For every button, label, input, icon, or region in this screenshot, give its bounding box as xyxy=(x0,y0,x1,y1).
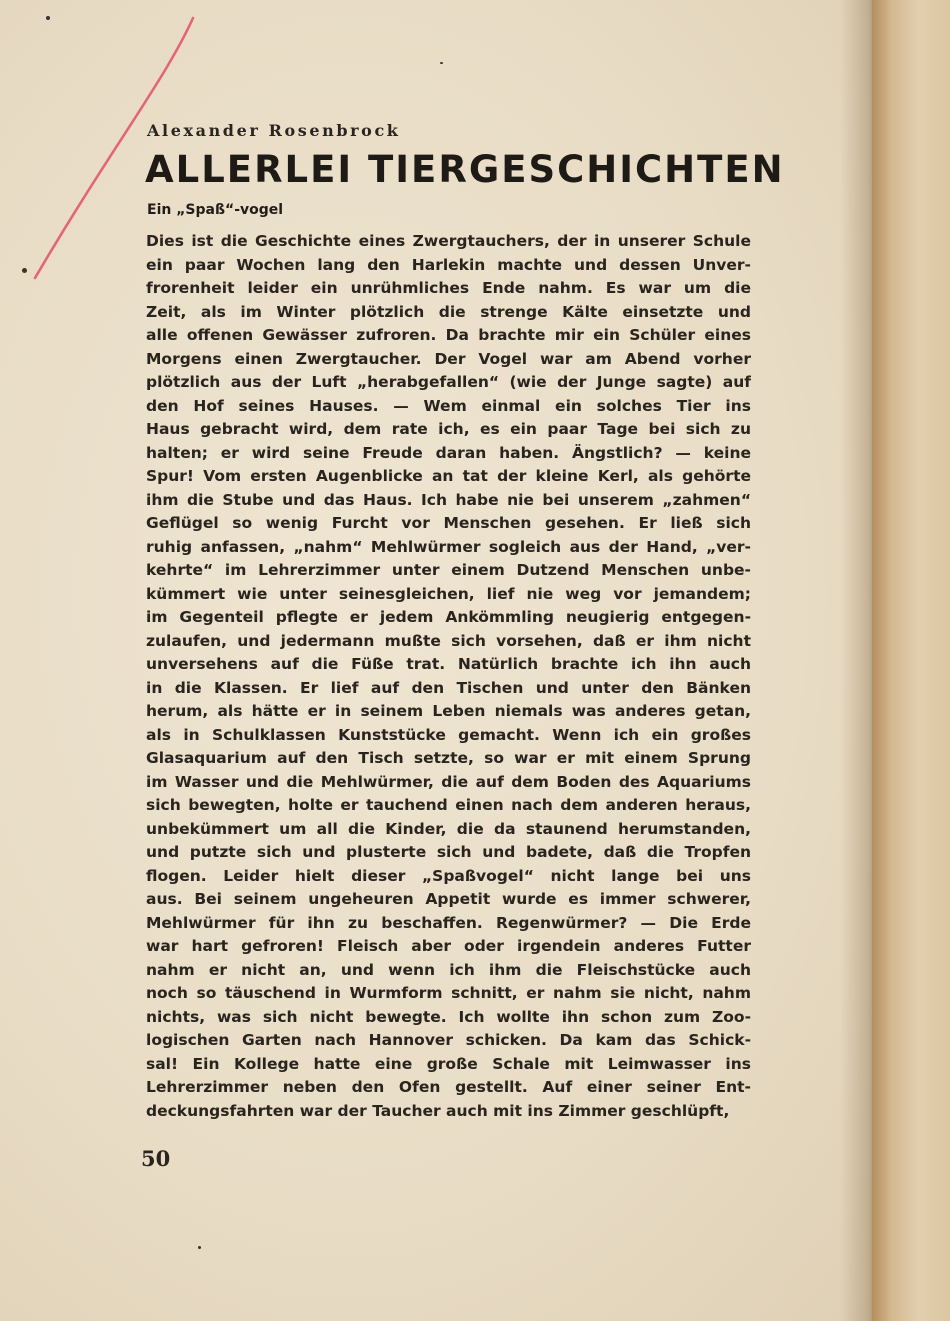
text-line: unversehens auf die Füße trat. Natürlich brachte ich ihn auch xyxy=(146,655,751,673)
text-line: noch so täuschend in Wurmform schnitt, er nahm sie nicht, nahm xyxy=(146,984,751,1002)
ink-speck xyxy=(46,16,50,20)
text-line: Glasaquarium auf den Tisch setzte, so war er mit einem Sprung xyxy=(146,749,751,767)
text-line: ruhig anfassen, „nahm“ Mehlwürmer sogleich aus der Hand, „ver- xyxy=(146,537,751,556)
author-name: Alexander Rosenbrock xyxy=(147,121,401,140)
body-text xyxy=(146,230,751,1123)
text-line: den Hof seines Hauses. — Wem einmal ein solches Tier ins xyxy=(146,396,751,415)
text-line: ein paar Wochen lang den Harlekin machte und dessen Unver- xyxy=(146,255,751,274)
text-line: Zeit, als im Winter plötzlich die strenge Kälte einsetzte und xyxy=(146,302,751,321)
text-line: flogen. Leider hielt dieser „Spaßvogel“ nicht lange bei uns xyxy=(146,866,751,885)
text-line: Morgens einen Zwergtaucher. Der Vogel war am Abend vorher xyxy=(146,349,751,368)
text-line: war hart gefroren! Fleisch aber oder irgendein anderes Futter xyxy=(146,937,751,955)
text-line: im Wasser und die Mehlwürmer, die auf dem Boden des Aquariums xyxy=(146,772,751,791)
text-line: Lehrerzimmer neben den Ofen gestellt. Auf einer seiner Ent- xyxy=(146,1078,751,1096)
text-line: zulaufen, und jedermann mußte sich vorsehen, daß er ihm nicht xyxy=(146,631,751,650)
ink-speck xyxy=(198,1246,201,1249)
text-line: sal! Ein Kollege hatte eine große Schale mit Leimwasser ins xyxy=(146,1054,751,1073)
text-line: Geflügel so wenig Furcht vor Menschen gesehen. Er ließ sich xyxy=(146,514,751,532)
text-line: herum, als hätte er in seinem Leben niemals was anderes getan, xyxy=(146,702,751,720)
text-line: in die Klassen. Er lief auf den Tischen und unter den Bänken xyxy=(146,678,751,697)
text-line: Spur! Vom ersten Augenblicke an tat der kleine Kerl, als gehörte xyxy=(146,467,751,485)
text-line: Dies ist die Geschichte eines Zwergtauchers, der in unserer Schule xyxy=(146,232,751,250)
ink-speck xyxy=(440,62,443,64)
text-line: als in Schulklassen Kunststücke gemacht. Wenn ich ein großes xyxy=(146,725,751,744)
text-line: im Gegenteil pflegte er jedem Ankömmling neugierig entgegen- xyxy=(146,608,751,626)
text-line: nichts, was sich nicht bewegte. Ich wollte ihn schon zum Zoo- xyxy=(146,1007,751,1026)
text-line: ihm die Stube und das Haus. Ich habe nie bei unserem „zahmen“ xyxy=(146,490,751,509)
text-line: alle offenen Gewässer zufroren. Da brachte mir ein Schüler eines xyxy=(146,326,751,344)
text-line: deckungsfahrten war der Taucher auch mit ins Zimmer geschlüpft, xyxy=(146,1101,730,1120)
text-line: frorenheit leider ein unrühmliches Ende nahm. Es war um die xyxy=(146,279,751,297)
text-line: sich bewegten, holte er tauchend einen nach dem anderen heraus, xyxy=(146,796,751,814)
text-line: aus. Bei seinem ungeheuren Appetit wurde es immer schwerer, xyxy=(146,890,751,908)
page-number: 50 xyxy=(141,1146,171,1171)
text-line: und putzte sich und plusterte sich und badete, daß die Tropfen xyxy=(146,843,751,861)
text-line: nahm er nicht an, und wenn ich ihm die Fleischstücke auch xyxy=(146,960,751,979)
text-line: Mehlwürmer für ihn zu beschaffen. Regenwürmer? — Die Erde xyxy=(146,913,751,932)
text-line: Haus gebracht wird, dem rate ich, es ein paar Tage bei sich zu xyxy=(146,420,751,438)
section-subtitle: Ein „Spaß“-vogel xyxy=(147,202,284,218)
ink-speck xyxy=(22,268,27,273)
text-line: halten; er wird seine Freude daran haben. Ängstlich? — keine xyxy=(146,443,751,462)
text-line: logischen Garten nach Hannover schicken. Da kam das Schick- xyxy=(146,1031,751,1049)
page-title: ALLERLEI TIERGESCHICHTEN xyxy=(145,148,785,191)
text-line: plötzlich aus der Luft „herabgefallen“ (wie der Junge sagte) auf xyxy=(146,373,751,391)
text-line: kümmert wie unter seinesgleichen, lief nie weg vor jemandem; xyxy=(146,584,751,603)
next-page-edge xyxy=(872,0,950,1321)
text-line: unbekümmert um all die Kinder, die da staunend herumstanden, xyxy=(146,819,751,838)
text-line: kehrte“ im Lehrerzimmer unter einem Dutzend Menschen unbe- xyxy=(146,561,751,579)
